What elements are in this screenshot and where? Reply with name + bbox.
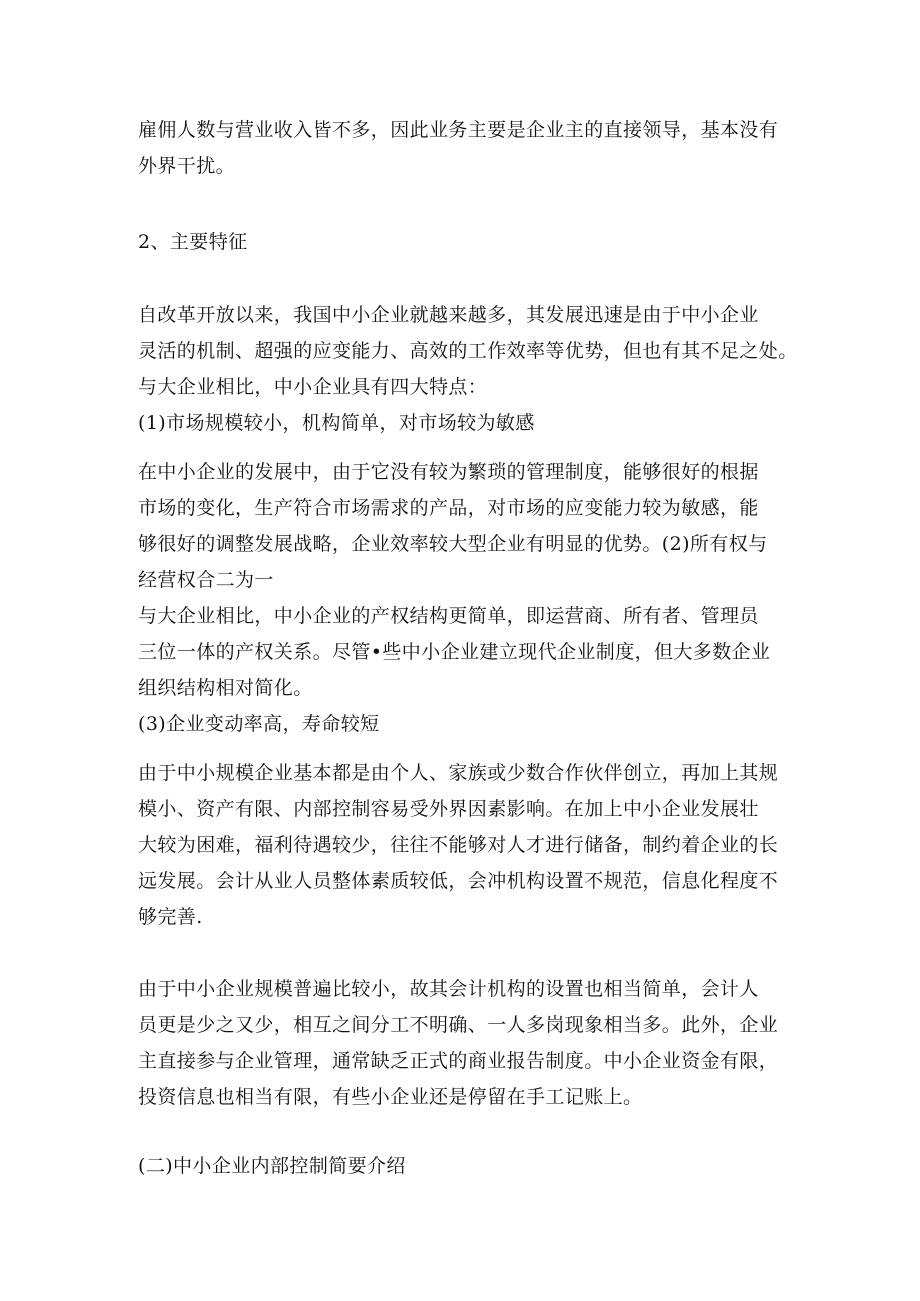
- paragraph-line: 与大企业相比，中小企业具有四大特点：: [138, 376, 488, 398]
- paragraph-line: 三位一体的产权关系。尽管•些中小企业建立现代企业制度，但大多数企业: [138, 641, 771, 663]
- paragraph-line: 外界干扰。: [138, 155, 236, 177]
- paragraph-line: 投资信息也相当有限，有些小企业还是停留在手工记账上。: [138, 1086, 643, 1108]
- paragraph-line: 主直接参与企业管理，通常缺乏正式的商业报告制度。中小企业资金有限，: [138, 1050, 779, 1072]
- paragraph-line: 由于中小企业规模普遍比较小，故其会计机构的设置也相当简单，会计人: [138, 978, 759, 1000]
- list-item-heading: (1)市场规模较小，机构简单，对市场较为敏感: [138, 412, 535, 434]
- paragraph-line: 大较为困难，福利待遇较少，往往不能够对人才进行储备，制约着企业的长: [138, 834, 779, 856]
- paragraph-line: 雇佣人数与营业收入皆不多，因此业务主要是企业主的直接领导，基本没有: [138, 119, 779, 141]
- paragraph-line: 在中小企业的发展中，由于它没有较为繁琐的管理制度，能够很好的根据: [138, 461, 759, 483]
- section-heading: 2、主要特征: [138, 231, 248, 253]
- paragraph-line: 模小、资产有限、内部控制容易受外界因素影响。在加上中小企业发展壮: [138, 798, 759, 820]
- paragraph-line: 够很好的调整发展战略，企业效率较大型企业有明显的优势。(2)所有权与: [138, 533, 768, 555]
- section-heading: (二)中小企业内部控制简要介绍: [138, 1155, 406, 1177]
- paragraph-line: 远发展。会计从业人员整体素质较低，会冲机构设置不规范，信息化程度不: [138, 870, 779, 892]
- paragraph-line: 市场的变化，生产符合市场需求的产品，对市场的应变能力较为敏感，能: [138, 497, 759, 519]
- paragraph-line: 组织结构相对简化。: [138, 677, 313, 699]
- paragraph-line: 由于中小规模企业基本都是由个人、家族或少数合作伙伴创立，再加上其规: [138, 762, 779, 784]
- paragraph-line: 经营权合二为一: [138, 569, 274, 591]
- paragraph-line: 自改革开放以来，我国中小企业就越来越多，其发展迅速是由于中小企业: [138, 304, 759, 326]
- paragraph-line: 员更是少之又少，相互之间分工不明确、一人多岗现象相当多。此外，企业: [138, 1014, 779, 1036]
- paragraph-line: 与大企业相比，中小企业的产权结构更简单，即运营商、所有者、管理员: [138, 605, 759, 627]
- paragraph-line: 灵活的机制、超强的应变能力、高效的工作效率等优势，但也有其不足之处。: [138, 340, 798, 362]
- paragraph-line: 够完善.: [138, 906, 203, 928]
- list-item-heading: (3)企业变动率高，寿命较短: [138, 713, 380, 735]
